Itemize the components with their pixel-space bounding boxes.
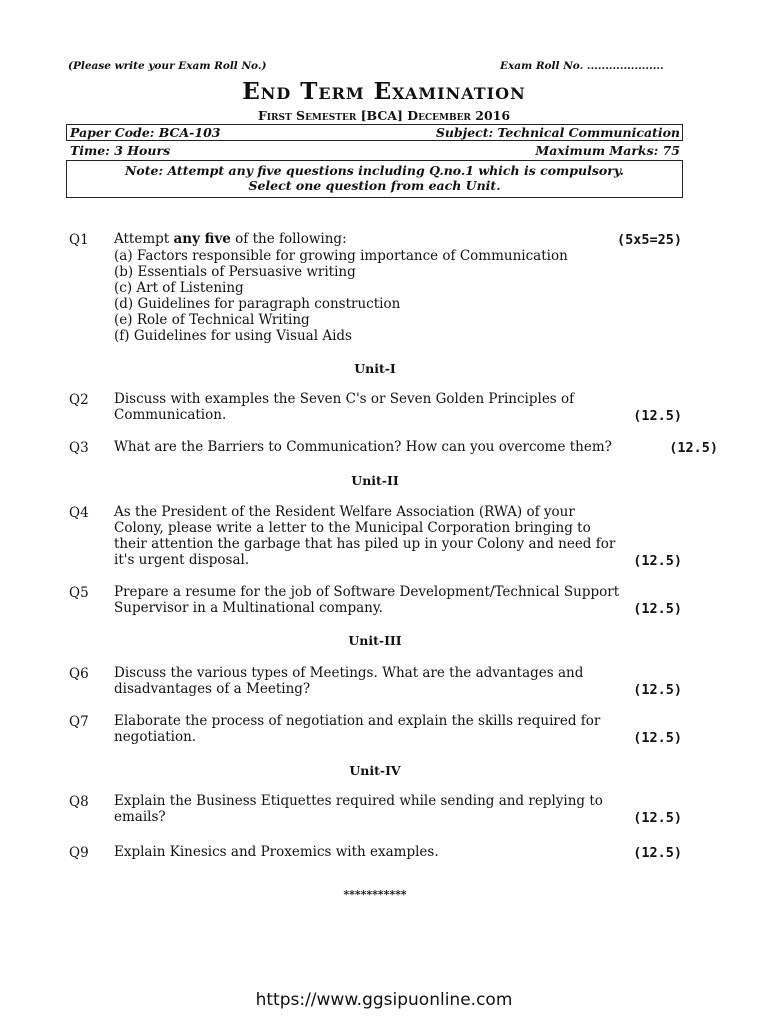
- question-marks: (12.5): [633, 601, 682, 617]
- question-marks: (12.5): [633, 408, 682, 424]
- q1-item-b: (b) Essentials of Persuasive writing: [114, 264, 356, 280]
- question-number: Q7: [69, 714, 89, 730]
- question-1-intro: [114, 232, 682, 248]
- question-marks: (12.5): [633, 730, 682, 746]
- q1-item-d: (d) Guidelines for paragraph construction: [114, 296, 401, 312]
- footer-url: https://www.ggsipuonline.com: [255, 990, 513, 1010]
- question-2-line-1: Discuss with examples the Seven C's or Seven Golden Principles of: [114, 391, 575, 407]
- end-marker: ***********: [343, 888, 407, 901]
- question-marks: (5x5=25): [616, 232, 682, 248]
- question-number: Q8: [69, 794, 89, 810]
- question-5-line-2: Supervisor in a Multinational company.: [114, 600, 383, 616]
- question-5-line-1: Prepare a resume for the job of Software Development/Technical Support: [114, 584, 620, 600]
- unit-heading-3: Unit-III: [348, 633, 402, 648]
- question-marks: (12.5): [633, 553, 682, 569]
- question-4-line-3: their attention the garbage that has piled up in your Colony and need for: [114, 536, 616, 552]
- question-9-text: Explain Kinesics and Proxemics with examples.: [114, 844, 439, 860]
- unit-heading-4: Unit-IV: [349, 763, 401, 778]
- time-limit: Time: 3 Hours: [70, 143, 171, 158]
- question-marks: (12.5): [633, 682, 682, 698]
- question-7-line-2: negotiation.: [114, 729, 197, 745]
- question-number: Q6: [69, 666, 89, 682]
- question-number: Q1: [69, 232, 89, 248]
- q1-intro-bold: any five: [173, 231, 231, 247]
- unit-heading-2: Unit-II: [351, 473, 399, 488]
- q1-item-a: (a) Factors responsible for growing importance of Communication: [114, 248, 568, 264]
- note-line-1: Note: Attempt any five questions including Q.no.1 which is compulsory.: [125, 163, 624, 178]
- exam-subtitle: First Semester [BCA] December 2016: [257, 108, 511, 123]
- question-number: Q5: [69, 585, 89, 601]
- question-8-line-2: emails?: [114, 809, 166, 825]
- question-8-line-1: Explain the Business Etiquettes required while sending and replying to: [114, 793, 603, 809]
- question-4-line-1: As the President of the Resident Welfare Association (RWA) of your: [114, 504, 575, 520]
- question-4-line-2: Colony, please write a letter to the Municipal Corporation bringing to: [114, 520, 591, 536]
- paper-code: Paper Code: BCA-103: [70, 125, 221, 140]
- note-line-2: Select one question from each Unit.: [248, 178, 501, 193]
- q1-item-e: (e) Role of Technical Writing: [114, 312, 310, 328]
- roll-number-instruction: (Please write your Exam Roll No.): [68, 60, 267, 72]
- exam-roll-number-field: Exam Roll No. .....................: [500, 60, 664, 72]
- question-2-line-2: Communication.: [114, 407, 227, 423]
- question-marks: (12.5): [669, 440, 718, 456]
- unit-heading-1: Unit-I: [354, 361, 396, 376]
- q1-item-c: (c) Art of Listening: [114, 280, 244, 296]
- question-6-line-1: Discuss the various types of Meetings. What are the advantages and: [114, 665, 584, 681]
- question-7-line-1: Elaborate the process of negotiation and explain the skills required for: [114, 713, 601, 729]
- question-marks: (12.5): [633, 845, 682, 861]
- question-marks: (12.5): [633, 810, 682, 826]
- subject: Subject: Technical Communication: [435, 125, 680, 140]
- q1-item-f: (f) Guidelines for using Visual Aids: [114, 328, 352, 344]
- exam-title: End Term Examination: [242, 78, 526, 105]
- question-number: Q2: [69, 392, 89, 408]
- maximum-marks: Maximum Marks: 75: [535, 143, 680, 158]
- question-number: Q3: [69, 440, 89, 456]
- q1-intro-before: Attempt: [114, 231, 174, 247]
- question-6-line-2: disadvantages of a Meeting?: [114, 681, 311, 697]
- question-4-line-4: it's urgent disposal.: [114, 552, 250, 568]
- question-number: Q9: [69, 845, 89, 861]
- q1-intro-after: of the following:: [230, 231, 347, 247]
- question-number: Q4: [69, 505, 89, 521]
- question-3-text: What are the Barriers to Communication? How can you overcome them?: [114, 439, 612, 455]
